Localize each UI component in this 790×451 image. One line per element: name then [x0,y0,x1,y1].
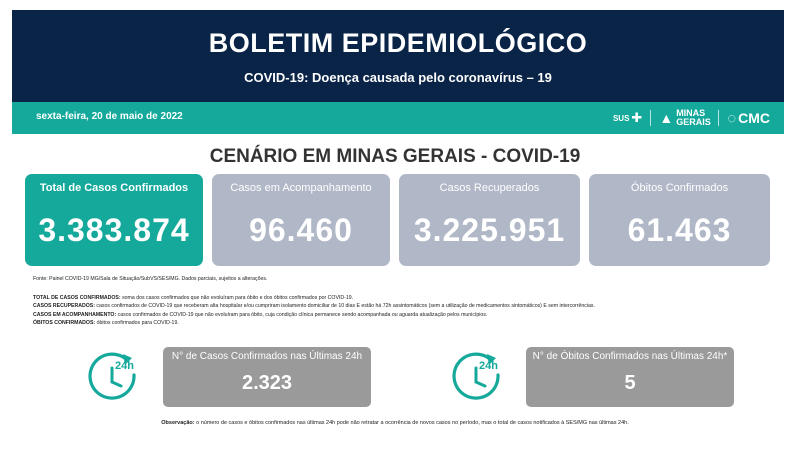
sus-logo [613,110,642,126]
card-label: Casos em Acompanhamento [230,182,372,194]
definition-text: casos confirmados de COVID-19 que receberam alta hospitalar e/ou cumpriram isolamento domiciliar de 10 dias E estão há 72h assintomáticos (sem a utilização de medicamentos sintomáticos) E sem intercorrências. [94,303,595,309]
definition-text: casos confirmados de COVID-19 que não evoluíram para óbito, cuja condição clínica permanece sendo acompanhada ou aguarda atualização pelos municípios. [116,311,488,318]
header-banner [12,10,784,102]
cmc-logo [727,110,770,127]
stat-value: 5 [624,372,636,394]
definition-term: CASOS EM ACOMPANHAMENTO: [33,311,117,318]
definition-monitoring [33,311,773,320]
minas-gerais-logo-line1: MINAS [676,108,706,118]
definition-term: TOTAL DE CASOS CONFIRMADOS: [33,294,121,301]
stat-label: N° de Óbitos Confirmados nas Últimas 24h* [532,351,728,362]
card-total-confirmed [25,174,203,266]
triangle-icon: ▲ [659,110,674,126]
stat-cases-24h [163,347,371,407]
sus-logo-text: SUS [612,113,630,123]
observation-note [0,420,790,426]
data-source-note: Fonte: Painel COVID-19 MG/Sala de Situação/SubVS/SES/MG. Dados parciais, sujeitos a alterações. [33,276,268,282]
card-recovered [399,174,580,266]
definition-deaths [33,319,773,328]
definition-term: CASOS RECUPERADOS: [33,303,95,309]
notes-block [33,275,773,328]
bulletin-title: BOLETIM EPIDEMIOLÓGICO [208,28,588,58]
logo-divider [718,110,719,126]
date-bar [12,102,784,134]
definition-text: óbitos confirmados para COVID-19. [95,320,179,326]
minas-gerais-logo-text [676,109,710,127]
card-label: Total de Casos Confirmados [39,182,189,194]
observation-text: o número de casos e óbitos confirmados nas últimas 24h pode não retratar a ocorrência de novos casos no período, mas o total de casos notificados à SES/MG nas últimas 24h. [194,420,629,426]
clock-24h-icon [449,348,507,406]
card-label: Casos Recuperados [439,182,540,194]
stat-label: N° de Casos Confirmados nas Últimas 24h [171,351,363,362]
definition-term: ÓBITOS CONFIRMADOS: [33,320,96,326]
logo-divider [650,110,651,126]
card-value: 61.463 [627,212,732,248]
cmc-ring-icon: ◌ [727,109,737,127]
bulletin-date: sexta-feira, 20 de maio de 2022 [36,111,183,122]
bulletin-subtitle: COVID-19: Doença causada pelo coronavírus – 19 [244,70,552,85]
logo-strip [613,108,770,128]
card-value: 96.460 [249,212,353,248]
stat-deaths-24h [526,347,734,407]
card-value: 3.225.951 [413,212,566,248]
card-value: 3.383.874 [38,212,190,248]
stat-value: 2.323 [241,372,293,394]
cross-icon: ✚ [631,110,643,125]
card-deaths [589,174,770,266]
card-label: Óbitos Confirmados [630,182,729,194]
clock-label: 24h [479,360,498,372]
minas-gerais-logo [659,109,710,127]
clock-label: 24h [115,360,134,372]
observation-term: Observação: [161,420,195,426]
clock-24h-icon [85,348,143,406]
definition-text: soma dos casos confirmados que não evoluíram para óbito e dos óbitos confirmados por COVID-19. [120,294,354,301]
definition-recovered [33,302,773,311]
definition-total [33,294,773,303]
cmc-logo-text: CMC [738,110,770,126]
section-title: CENÁRIO EM MINAS GERAIS - COVID-19 [209,146,581,167]
card-in-monitoring [212,174,390,266]
minas-gerais-logo-line2: GERAIS [676,117,711,127]
